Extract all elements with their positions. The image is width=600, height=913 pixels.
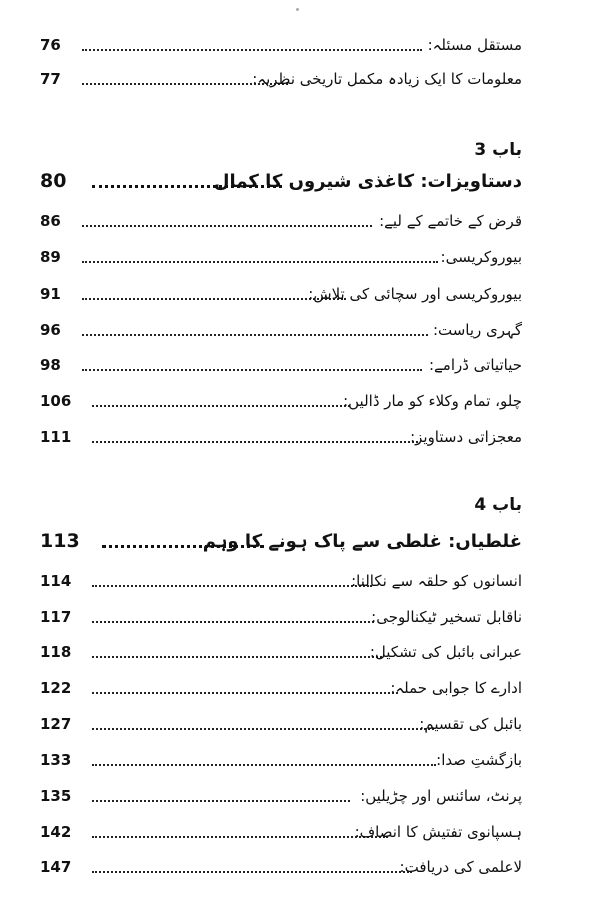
toc-page-number: 113 xyxy=(40,530,80,552)
chapter-title-entry[interactable] xyxy=(40,528,522,554)
toc-page-number: 76 xyxy=(40,36,61,54)
toc-entry[interactable] xyxy=(40,64,522,90)
toc-entry[interactable] xyxy=(40,709,522,735)
toc-leader-dots xyxy=(92,836,388,838)
toc-page-number: 96 xyxy=(40,321,61,339)
toc-page-number: 111 xyxy=(40,428,72,446)
chapter-heading: باب 4 xyxy=(474,495,522,515)
toc-entry-title: لاعلمی کی دریافت: xyxy=(399,858,522,876)
toc-leader-dots xyxy=(92,871,412,873)
toc-entry[interactable] xyxy=(40,206,522,232)
toc-entry[interactable] xyxy=(40,602,522,628)
toc-leader-dots xyxy=(92,656,382,658)
toc-leader-dots xyxy=(92,441,418,443)
toc-entry[interactable] xyxy=(40,637,522,663)
toc-entry-title: حیاتیاتی ڈرامے: xyxy=(428,356,522,374)
toc-entry[interactable] xyxy=(40,350,522,376)
toc-entry-title: عبرانی بائبل کی تشکیل: xyxy=(369,643,522,661)
toc-page-number: 147 xyxy=(40,858,72,876)
toc-leader-dots xyxy=(82,225,372,227)
toc-page-number: 142 xyxy=(40,823,72,841)
toc-leader-dots xyxy=(82,298,346,300)
toc-page-number: 122 xyxy=(40,679,72,697)
toc-entry-title: بیوروکریسی اور سچائی کی تلاش: xyxy=(308,285,522,303)
toc-entry-title: گہری ریاست: xyxy=(432,321,522,339)
page-mark xyxy=(296,8,299,11)
chapter-title-entry[interactable] xyxy=(40,168,522,194)
toc-page-number: 135 xyxy=(40,787,72,805)
toc-page-number: 127 xyxy=(40,715,72,733)
toc-entry[interactable] xyxy=(40,745,522,771)
toc-entry[interactable] xyxy=(40,30,522,56)
toc-entry-title: ادارے کا جوابی حملہ: xyxy=(390,679,522,697)
toc-leader-dots xyxy=(92,621,374,623)
chapter-title: غلطیاں: غلطی سے پاک ہونے کا وہم xyxy=(202,531,522,552)
toc-entry-title: چلو، تمام وکلاء کو مار ڈالیں: xyxy=(343,392,522,410)
toc-leader-dots xyxy=(92,728,434,730)
toc-entry[interactable] xyxy=(40,566,522,592)
toc-page-number: 98 xyxy=(40,356,61,374)
toc-page-number: 117 xyxy=(40,608,72,626)
toc-entry[interactable] xyxy=(40,673,522,699)
toc-page-number: 89 xyxy=(40,248,61,266)
toc-page-number: 86 xyxy=(40,212,61,230)
toc-leader-dots xyxy=(92,405,350,407)
toc-entry-title: پرنٹ، سائنس اور چڑیلیں: xyxy=(360,787,522,805)
toc-entry[interactable] xyxy=(40,422,522,448)
toc-entry-title: معلومات کا ایک زیادہ مکمل تاریخی نظریہ: xyxy=(252,70,522,88)
toc-entry-title: قرض کے خاتمے کے لیے: xyxy=(379,212,522,230)
toc-leader-dots xyxy=(82,261,438,263)
toc-leader-dots xyxy=(92,764,436,766)
toc-page-number: 91 xyxy=(40,285,61,303)
toc-leader-dots xyxy=(82,369,422,371)
toc-entry[interactable] xyxy=(40,242,522,268)
chapter-heading: باب 3 xyxy=(474,140,522,160)
toc-entry-title: مستقل مسئلہ: xyxy=(427,36,522,54)
toc-entry[interactable] xyxy=(40,852,522,878)
toc-entry[interactable] xyxy=(40,781,522,807)
toc-page-number: 77 xyxy=(40,70,61,88)
toc-entry-title: بازگشتِ صدا: xyxy=(436,751,522,769)
toc-leader-dots xyxy=(92,800,350,802)
toc-page-number: 118 xyxy=(40,643,72,661)
toc-entry-title: معجزاتی دستاویز: xyxy=(410,428,522,446)
toc-entry-title: انسانوں کو حلقہ سے نکالنا: xyxy=(351,572,522,590)
chapter-title: دستاویزات: کاغذی شیروں کا کمال xyxy=(213,171,522,192)
toc-entry[interactable] xyxy=(40,315,522,341)
toc-entry[interactable] xyxy=(40,817,522,843)
toc-entry-title: ناقابل تسخیر ٹیکنالوجی: xyxy=(371,608,522,626)
toc-leader-dots xyxy=(82,49,422,51)
toc-leader-dots xyxy=(92,692,398,694)
toc-page-number: 133 xyxy=(40,751,72,769)
toc-page-number: 80 xyxy=(40,170,67,192)
toc-leader-dots xyxy=(82,334,428,336)
toc-page-number: 114 xyxy=(40,572,72,590)
toc-page-number: 106 xyxy=(40,392,72,410)
toc-entry-title: بیوروکریسی: xyxy=(440,248,522,266)
toc-entry[interactable] xyxy=(40,386,522,412)
toc-leader-dots xyxy=(92,585,372,587)
toc-entry-title: ہسپانوی تفتیش کا انصاف: xyxy=(354,823,522,841)
toc-entry-title: بائبل کی تقسیم: xyxy=(419,715,522,733)
toc-entry[interactable] xyxy=(40,279,522,305)
